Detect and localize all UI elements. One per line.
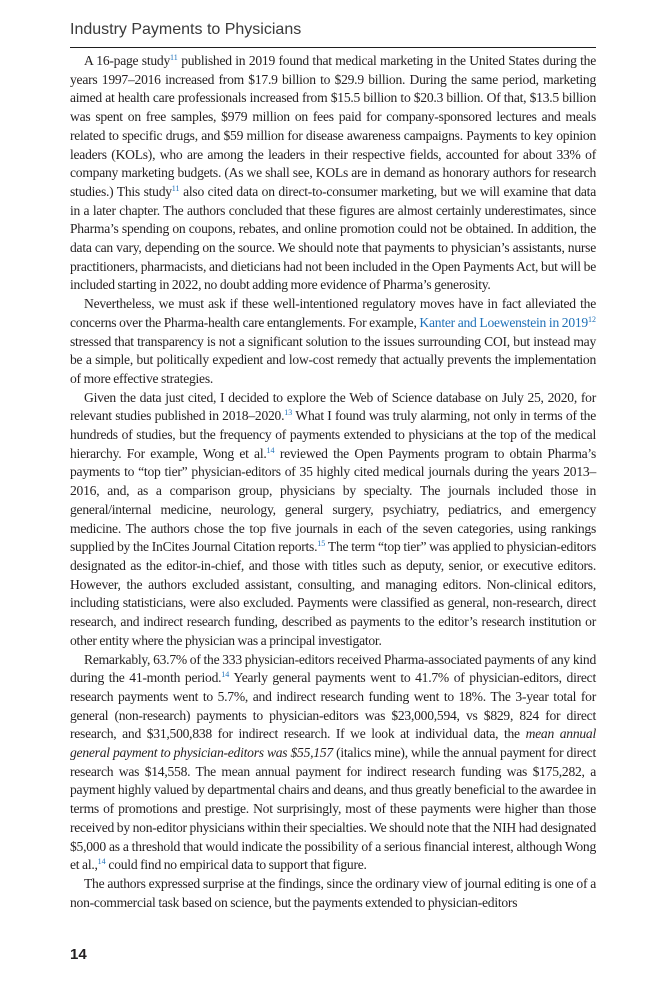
citation-ref[interactable]: 14: [97, 857, 106, 867]
reference-link[interactable]: Kanter and Loewenstein in 2019: [419, 314, 588, 330]
text-run: Given the data just cited, I decided to explore the Web of Science database on July 25, 2020, for relevant studies published in 2018–2020.: [70, 389, 596, 424]
text-run: published in 2019 found that medical marketing in the United States during the years 1997–2016 increased from $17.9 billion to $29.9 billion. During the same period, marketing aimed at health care professionals increased from $15.5 billion to $20.3 billion. Of that, $13.5 billion was spent on free samples, $979 million on fees paid for company-sponsored lectures and meals related to specific drugs, and $59 million for disease awareness campaigns. Payments to key opinion leaders (KOLs), who are among the leaders in their respective fields, accounted for about 33% of company marketing budgets. (As we shall see, KOLs are in demand as honorary authors for research studies.) This study: [70, 53, 596, 199]
citation-ref[interactable]: 11: [171, 183, 180, 193]
text-run: (italics mine), while the annual payment for direct research was $14,558. The mean annual payment for indirect research funding was $175,282, a payment highly valued by departmental chairs and deans, and thus greatly beneficial to the awardee in terms of promotions and prestige. Not surprisingly, most of these payments were higher than those received by non-editor physicians within their specialties. We should note that the NIH had designated $5,000 as a threshold that would indicate the possibility of a serious financial interest, although Wong et al.,: [70, 745, 596, 873]
header-rule: [70, 47, 596, 48]
citation-ref[interactable]: 12: [587, 314, 596, 324]
citation-ref[interactable]: 11: [170, 53, 178, 62]
text-run: Remarkably, 63.7% of the 333 physician-editors received Pharma-associated payments of any kind during the 41-month period.: [70, 651, 596, 686]
text-run: What I found was truly alarming, not only in terms of the hundreds of studies, but the frequency of payments extended to physicians at the top of the medical hierarchy. For example, Wong et al.: [70, 408, 596, 461]
paragraph: [70, 651, 596, 875]
running-head: Industry Payments to Physicians: [70, 21, 302, 38]
text-run: also cited data on direct-to-consumer marketing, but we will examine that data in a later chapter. The authors concluded that these figures are almost certainly underestimates, since Pharma’s spending on coupons, rebates, and online promotion could not be obtained. In addition, the data can vary, depending on the source. We should note that payments to physician’s assistants, nurse practitioners, pharmacists, and dieticians had not been included in the Open Payments Act, but will be included starting in 2022, no doubt adding more evidence of Pharma’s generosity.: [70, 183, 596, 293]
paragraph: [70, 52, 596, 295]
text-run: Nevertheless, we must ask if these well-intentioned regulatory moves have in fact alleviated the concerns over the Pharma-health care entanglements. For example,: [70, 296, 596, 330]
text-run: The authors expressed surprise at the findings, since the ordinary view of journal editing is one of a non-commercial task based on science, but the payments extended to physician-editors: [70, 875, 596, 910]
citation-ref[interactable]: 14: [266, 445, 275, 455]
text-run: The term “top tier” was applied to physician-editors designated as the editor-in-chief, and those with titles such as deputy, senior, or executive editors. However, the authors excluded assistant, consulting, and managing editors. Non-clinical editors, including statisticians, were also excluded. Payments were classified as general, non-research, direct research, and indirect research funding, described as payments to the editor’s research institution or other entity where the physician was a principal investigator.: [70, 539, 596, 648]
body-text: [70, 52, 596, 912]
citation-ref[interactable]: 15: [317, 539, 326, 549]
citation-ref[interactable]: 14: [221, 670, 230, 680]
italic-emphasis: mean annual general payment to physician-editors was $55,157: [70, 726, 596, 761]
text-run: could find no empirical data to support that figure.: [105, 857, 367, 873]
text-run: Yearly general payments went to 41.7% of physician-editors, direct research payments went to 5.7%, and indirect research funding went to 18%. The 3-year total for general (non-research) payments to physician-editors was $23,000,594, vs $829, 824 for direct research, and $31,500,838 for indirect research. If we look at individual data, the: [70, 670, 596, 742]
citation-ref[interactable]: 13: [284, 408, 293, 418]
paragraph: [70, 389, 596, 651]
text-run: reviewed the Open Payments program to obtain Pharma’s payments to “top tier” physician-editors of 35 highly cited medical journals during the years 2013–2016, and, as a comparison group, physicians by specialty. The journals included those in general/internal medicine, neurology, general surgery, psychiatry, pediatrics, and emergency medicine. The authors chose the top five journals in each of the seven categories, using rankings supplied by the InCites Journal Citation reports.: [70, 445, 596, 555]
paragraph: [70, 875, 596, 912]
text-run: stressed that transparency is not a significant solution to the issues surrounding COI, but instead may be a simple, but politically expedient and low-cost remedy that actually prevents the implementation of more effective strategies.: [70, 333, 596, 386]
paragraph: [70, 295, 596, 389]
page-number: 14: [70, 946, 87, 963]
text-run: A 16-page study: [84, 53, 171, 68]
